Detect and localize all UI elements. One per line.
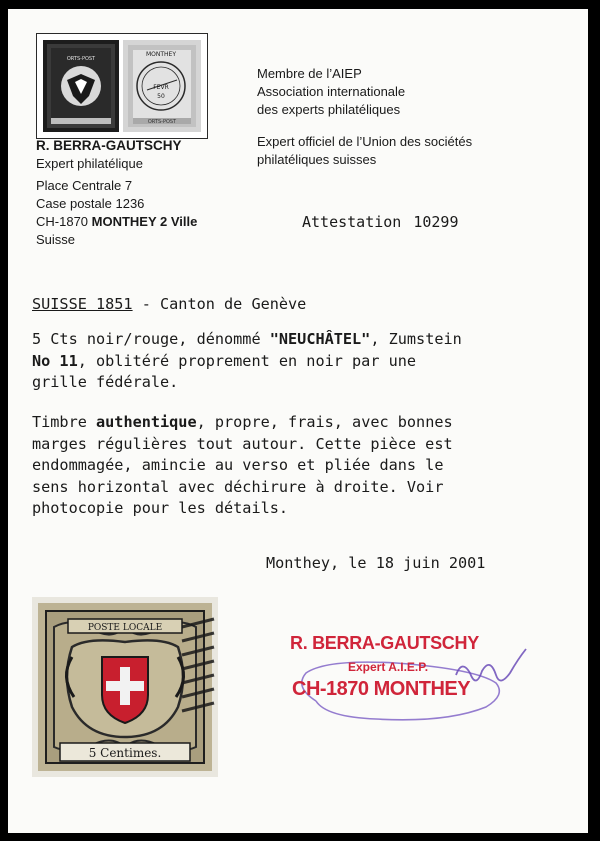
- address-line-1: Place Centrale 7: [36, 178, 133, 193]
- postmark-year: 50: [157, 93, 165, 100]
- postmark-town: MONTHEY: [145, 51, 177, 58]
- p1-text: , oblitéré proprement en noir par une: [77, 351, 417, 370]
- logo-stamps: [36, 33, 208, 139]
- p1-text: grille fédérale.: [32, 373, 179, 391]
- p2-text: photocopie pour les détails.: [32, 499, 289, 517]
- p1-text: , Zumstein: [370, 330, 462, 348]
- attestation: [302, 213, 459, 231]
- description-paragraph: [32, 329, 584, 394]
- logo-stamps-image: [37, 34, 207, 138]
- p2-authentic: authentique: [96, 413, 197, 431]
- right-stamp-label: ORTS-POST: [147, 119, 177, 125]
- cachet-name: R. BERRA-GAUTSCHY: [290, 633, 479, 653]
- p2-text: marges régulières tout autour. Cette pièce est: [32, 434, 453, 453]
- address-line-3: [36, 213, 197, 231]
- stamp-value-text: 5 Centimes.: [88, 746, 162, 760]
- heading-rest: - Canton de Genève: [132, 295, 307, 313]
- expert-title: Expert philatélique: [36, 156, 143, 171]
- heading-country-year: SUISSE 1851: [32, 295, 133, 313]
- affiliation-line-2: Association internationale: [257, 84, 406, 99]
- p1-stamp-name: "NEUCHÂTEL": [269, 330, 371, 348]
- address-line-2: Case postale 1236: [36, 196, 145, 211]
- attestation-number: 10299: [413, 213, 459, 231]
- certificate-heading: [32, 294, 584, 316]
- stamp-photo-image: [32, 597, 218, 777]
- certificate-card: [8, 9, 588, 833]
- left-stamp-label: ORTS-POST: [66, 56, 96, 62]
- p2-text: Timbre: [32, 413, 97, 431]
- cachet-title: Expert A.I.E.P.: [348, 660, 429, 674]
- affiliation-line-5: philatéliques suisses: [257, 152, 377, 167]
- address-country: Suisse: [36, 232, 76, 247]
- p1-text: 5 Cts noir/rouge, dénommé: [32, 330, 270, 348]
- expert-address: [36, 137, 197, 249]
- stamp-photo: [32, 597, 218, 777]
- affiliation-line-1: Membre de l’AIEP: [257, 66, 362, 81]
- postmark-month: FEVR: [153, 84, 169, 91]
- cachet-address: CH-1870 MONTHEY: [292, 678, 471, 700]
- expert-cachet: [286, 631, 546, 731]
- address-postcode: CH-1870: [36, 214, 92, 229]
- p2-text: sens horizontal avec déchirure à droite. Voir: [32, 477, 444, 496]
- p1-catalog-number: No 11: [32, 351, 78, 370]
- affiliation-line-3: des experts philatéliques: [257, 102, 401, 117]
- attestation-label: Attestation: [302, 213, 402, 231]
- place-date: Monthey, le 18 juin 2001: [266, 554, 486, 572]
- p2-text: endommagée, amincie au verso et pliée dans le: [32, 456, 444, 474]
- affiliations: [257, 65, 472, 169]
- address-town: MONTHEY 2 Ville: [91, 214, 198, 229]
- stamp-top-text: POSTE LOCALE: [87, 623, 163, 633]
- p2-text: , propre, frais, avec bonnes: [196, 413, 453, 431]
- affiliation-line-4: Expert officiel de l’Union des sociétés: [257, 134, 473, 149]
- condition-paragraph: [32, 412, 584, 520]
- expert-name: R. BERRA-GAUTSCHY: [36, 138, 182, 153]
